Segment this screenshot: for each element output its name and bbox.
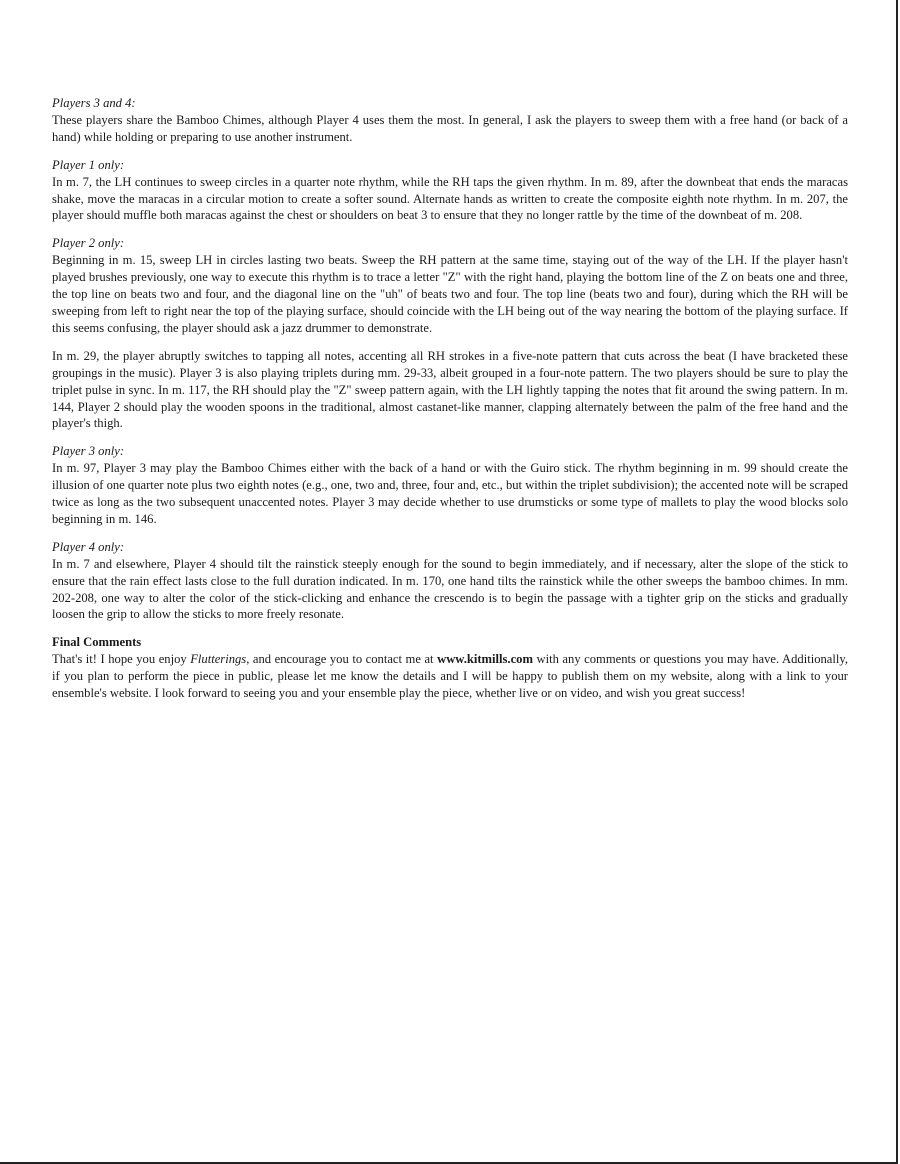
section-heading: Player 4 only: — [52, 539, 125, 554]
final-intro-text: That's it! I hope you enjoy — [52, 652, 191, 667]
document-body — [52, 95, 848, 713]
section-player-1 — [52, 157, 848, 225]
section-player-4 — [52, 539, 848, 624]
section-paragraph: In m. 97, Player 3 may play the Bamboo Chimes either with the back of a hand or with the Guiro stick. The rhythm beginning in m. 99 should create the illusion of one quarter note plus two eighth notes (e.g., one, two and, three, four and, etc., but within the triplet subdivision); the accented note will be scraped twice as long as the two subsequent unaccented notes. Player 3 may decide whether to use drumsticks or some type of mallets to play the wood blocks solo beginning in m. 146. — [52, 461, 849, 526]
section-final-comments — [52, 634, 848, 702]
section-paragraph: In m. 7, the LH continues to sweep circles in a quarter note rhythm, while the RH taps the given rhythm. In m. 89, after the downbeat that ends the maracas shake, move the maracas in a circular motion to create a softer sound. Alternate hands as written to create the composite eighth note rhythm. In m. 207, the player should muffle both maracas against the chest or shoulders on beat 3 to ensure that they no longer rattle by the time of the downbeat of m. 208. — [52, 174, 848, 223]
section-paragraph: Beginning in m. 15, sweep LH in circles lasting two beats. Sweep the RH pattern at the same time, staying out of the way of the LH. If the player hasn't played brushes previously, one way to execute this rhythm is to trace a letter "Z" with the right hand, playing the bottom line of the Z on beats one and three, the top line on beats two and four, and the diagonal line on the "uh" of beats two and four. The top line (beats two and four), during which the RH will be sweeping from left to right near the top of the playing surface, should coincide with the LH being out of the way nearing the bottom of the playing surface. If this seems confusing, the player should ask a jazz drummer to demonstrate. — [52, 253, 848, 335]
section-paragraph: In m. 7 and elsewhere, Player 4 should tilt the rainstick steeply enough for the sound to begin immediately, and if necessary, alter the slope of the stick to ensure that the rain effect lasts close to the full duration indicated. In m. 170, one hand tilts the rainstick while the other sweeps the bamboo chimes. In mm. 202-208, one way to alter the color of the stick-clicking and enhance the crescendo is to begin the passage with a tighter grip on the sticks and gradually loosen the grip to allow the sticks to more freely resonate. — [52, 556, 848, 622]
section-paragraph — [52, 651, 848, 702]
section-player-2 — [52, 235, 848, 432]
section-player-3 — [52, 443, 848, 528]
website-link[interactable]: www.kitmills.com — [437, 652, 533, 667]
piece-title: Flutterings — [190, 652, 247, 667]
section-heading: Player 3 only: — [52, 444, 125, 459]
final-rest-text: with any comments or questions you may have. Additionally, if you plan to perform the piece in public, please let me know the details and I will be happy to publish them on my website, along with a link to your ensemble's website. I look forward to seeing you and your ensemble play the piece, whether live or on video, and wish you great success! — [52, 652, 849, 701]
section-heading: Player 2 only: — [52, 236, 125, 251]
section-paragraph: In m. 29, the player abruptly switches to tapping all notes, accenting all RH strokes in a five-note pattern that cuts across the beat (I have bracketed these groupings in the music). Player 3 is also playing triplets during mm. 29-33, albeit grouped in a four-note pattern. The two players should be sure to play the triplet pulse in sync. In m. 117, the RH should play the "Z" sweep pattern again, with the LH lightly tapping the notes that fit around the swing pattern. In m. 144, Player 2 should play the wooden spoons in the traditional, almost castanet-like manner, clapping alternately between the palm of the free hand and the player's thigh. — [52, 348, 848, 431]
section-heading: Players 3 and 4: — [52, 96, 136, 110]
section-heading: Final Comments — [52, 635, 142, 650]
section-paragraph: These players share the Bamboo Chimes, although Player 4 uses them the most. In general, I ask the players to sweep them with a free hand (or back of a hand) while holding or preparing to use another instrument. — [52, 112, 848, 144]
final-mid-text: , and encourage you to contact me at — [246, 652, 438, 667]
section-players-3-and-4 — [52, 95, 848, 146]
section-heading: Player 1 only: — [52, 157, 125, 172]
